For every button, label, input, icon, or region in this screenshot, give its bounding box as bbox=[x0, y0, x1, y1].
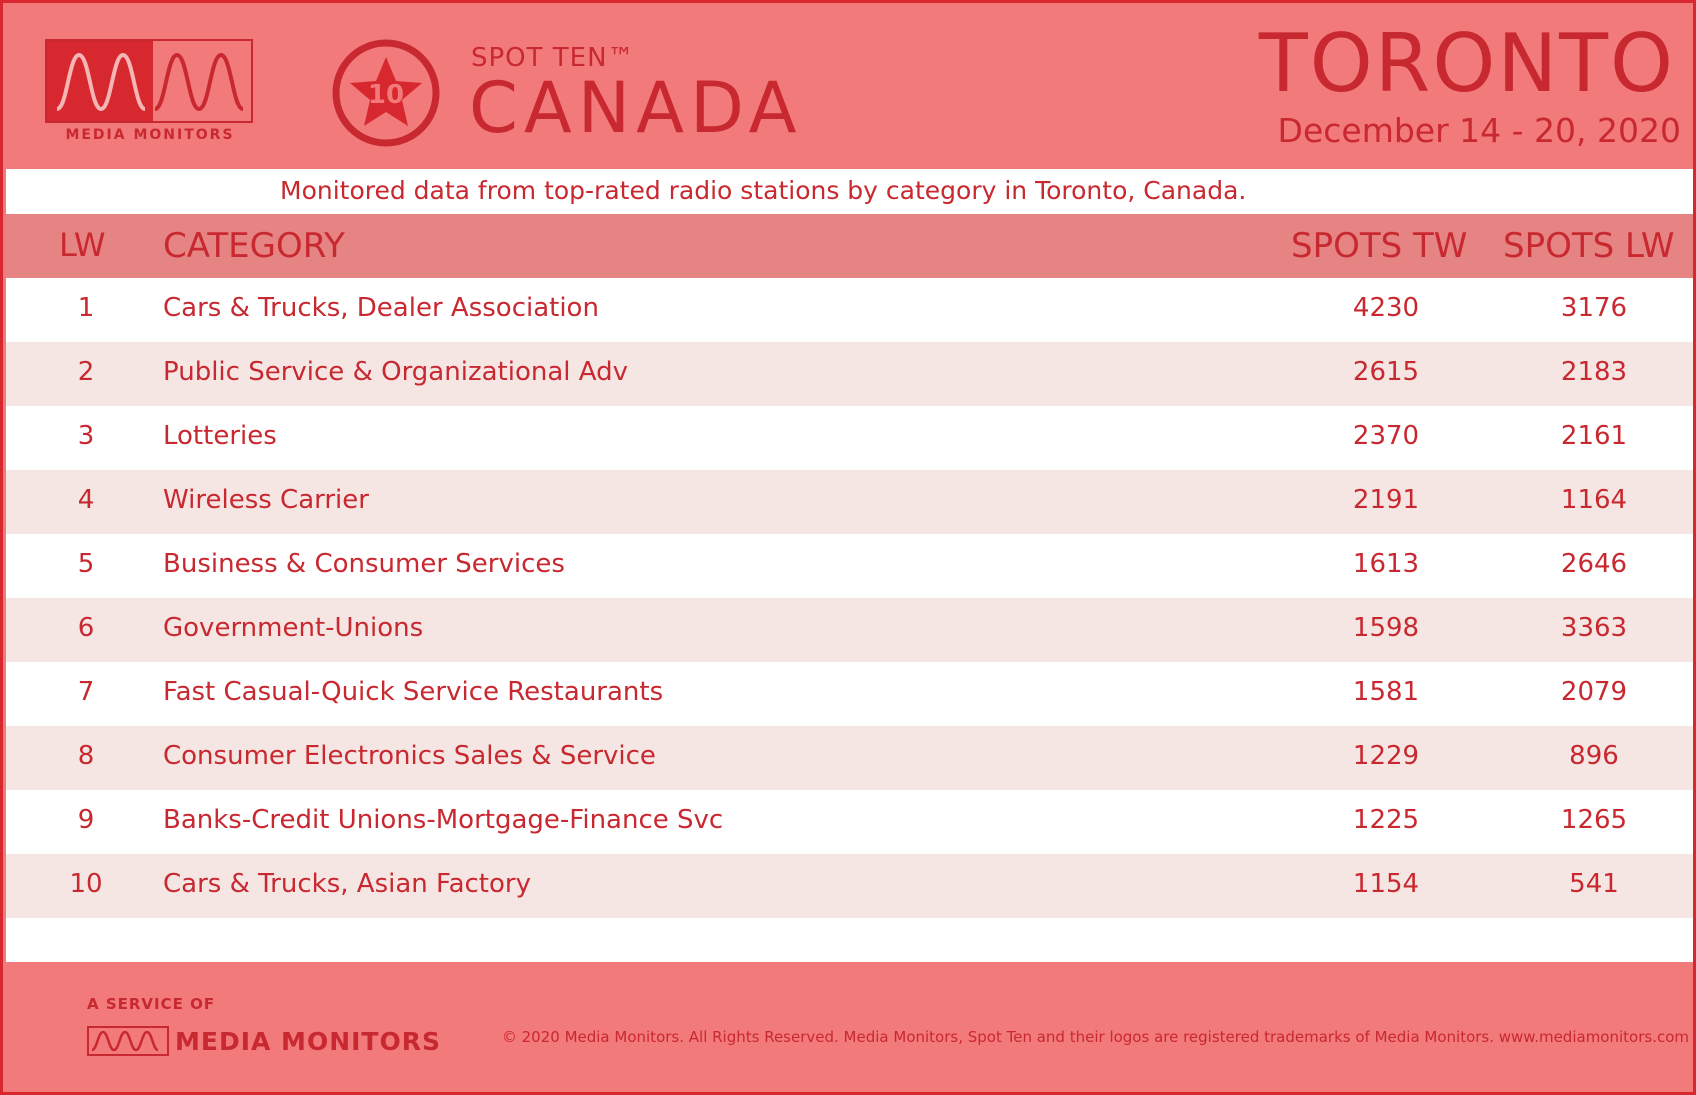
logo-wordmark: MEDIA MONITORS bbox=[65, 127, 235, 143]
spots-lw-cell: 2183 bbox=[1560, 357, 1628, 387]
spots-lw-cell: 2079 bbox=[1560, 677, 1628, 707]
column-header-lw: LW bbox=[59, 226, 106, 264]
spots-tw-cell: 2370 bbox=[1352, 421, 1420, 451]
category-cell: Business & Consumer Services bbox=[163, 549, 565, 579]
spots-lw-cell: 2161 bbox=[1560, 421, 1628, 451]
spots-lw-cell: 3363 bbox=[1560, 613, 1628, 643]
category-cell: Wireless Carrier bbox=[163, 485, 369, 515]
column-header-spots-lw: SPOTS LW bbox=[1503, 226, 1675, 266]
rank-cell: 10 bbox=[69, 869, 103, 899]
footer-waveform-box bbox=[87, 1026, 169, 1056]
table-body bbox=[6, 278, 1693, 918]
waveform-icon bbox=[47, 41, 251, 121]
spots-tw-cell: 1581 bbox=[1352, 677, 1420, 707]
media-monitors-logo bbox=[45, 39, 255, 143]
spots-lw-cell: 3176 bbox=[1560, 293, 1628, 323]
report-footer bbox=[3, 962, 1693, 1092]
table-row bbox=[6, 854, 1693, 918]
table-row bbox=[6, 534, 1693, 598]
category-cell: Lotteries bbox=[163, 421, 277, 451]
category-cell: Government-Unions bbox=[163, 613, 424, 643]
spots-tw-cell: 2615 bbox=[1352, 357, 1420, 387]
spots-lw-cell: 541 bbox=[1569, 869, 1619, 899]
spots-lw-cell: 1164 bbox=[1560, 485, 1628, 515]
city-title: TORONTO bbox=[1258, 17, 1675, 110]
spots-lw-cell: 2646 bbox=[1560, 549, 1628, 579]
table-row bbox=[6, 342, 1693, 406]
spots-tw-cell: 1154 bbox=[1352, 869, 1420, 899]
footer-media-monitors-logo bbox=[87, 1024, 467, 1058]
rank-cell: 5 bbox=[77, 549, 95, 579]
table-row bbox=[6, 790, 1693, 854]
report-header bbox=[3, 3, 1693, 169]
table-row bbox=[6, 406, 1693, 470]
rank-cell: 8 bbox=[77, 741, 95, 771]
table-header bbox=[6, 214, 1693, 278]
rank-cell: 3 bbox=[77, 421, 95, 451]
spots-tw-cell: 1613 bbox=[1352, 549, 1420, 579]
category-cell: Banks-Credit Unions-Mortgage-Finance Svc bbox=[163, 805, 724, 835]
table-row bbox=[6, 470, 1693, 534]
waveform-logo-box bbox=[45, 39, 253, 123]
copyright-notice: © 2020 Media Monitors. All Rights Reserved. Media Monitors, Spot Ten and their logos are registered trademarks of Media Monitors. www.mediamonitors.com bbox=[501, 1028, 1689, 1046]
spots-tw-cell: 4230 bbox=[1352, 293, 1420, 323]
rank-cell: 6 bbox=[77, 613, 95, 643]
table-row bbox=[6, 278, 1693, 342]
rank-cell: 2 bbox=[77, 357, 95, 387]
report-subtitle: Monitored data from top-rated radio stations by category in Toronto, Canada. bbox=[280, 176, 1247, 205]
table-row bbox=[6, 662, 1693, 726]
category-cell: Cars & Trucks, Dealer Association bbox=[163, 293, 599, 323]
rank-cell: 7 bbox=[77, 677, 95, 707]
category-cell: Public Service & Organizational Adv bbox=[163, 357, 628, 387]
spots-tw-cell: 1229 bbox=[1352, 741, 1420, 771]
category-cell: Cars & Trucks, Asian Factory bbox=[163, 869, 531, 899]
brand-subtitle: SPOT TEN™ bbox=[471, 43, 635, 73]
rank-cell: 9 bbox=[77, 805, 95, 835]
spot-ten-star-icon bbox=[330, 37, 442, 149]
footer-logo-wordmark: MEDIA MONITORS bbox=[175, 1027, 441, 1056]
badge-number: 10 bbox=[367, 80, 405, 110]
category-cell: Consumer Electronics Sales & Service bbox=[163, 741, 656, 771]
category-cell: Fast Casual-Quick Service Restaurants bbox=[163, 677, 664, 707]
spots-lw-cell: 1265 bbox=[1560, 805, 1628, 835]
column-header-category: CATEGORY bbox=[163, 226, 345, 266]
service-of-label: A SERVICE OF bbox=[87, 995, 216, 1013]
table-row bbox=[6, 598, 1693, 662]
column-header-spots-tw: SPOTS TW bbox=[1291, 226, 1468, 266]
report-content bbox=[6, 169, 1693, 962]
brand-title: CANADA bbox=[469, 67, 803, 149]
rank-cell: 4 bbox=[77, 485, 95, 515]
date-range: December 14 - 20, 2020 bbox=[1277, 111, 1681, 150]
spots-tw-cell: 1598 bbox=[1352, 613, 1420, 643]
spots-tw-cell: 2191 bbox=[1352, 485, 1420, 515]
spots-lw-cell: 896 bbox=[1569, 741, 1619, 771]
footer-waveform-icon bbox=[89, 1028, 167, 1054]
spots-tw-cell: 1225 bbox=[1352, 805, 1420, 835]
table-row bbox=[6, 726, 1693, 790]
rank-cell: 1 bbox=[77, 293, 95, 323]
